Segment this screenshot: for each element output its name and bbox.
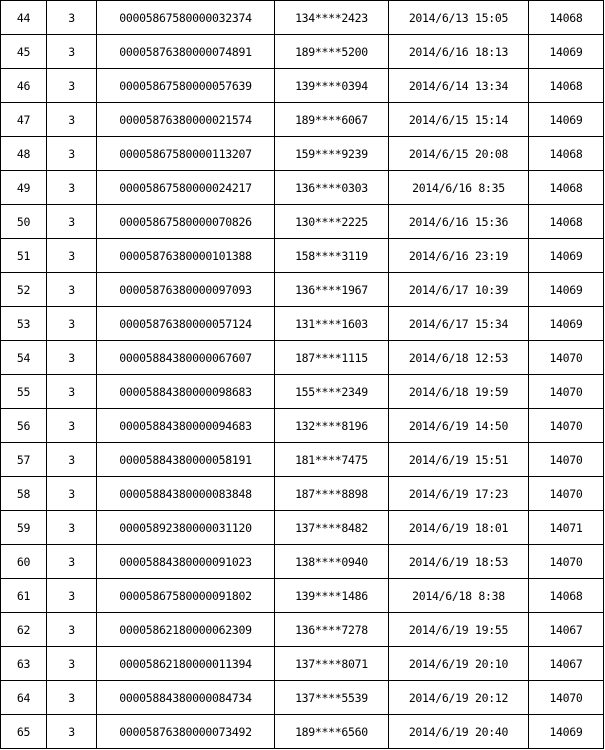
table-row [1,647,604,681]
quantity-cell: 3 [47,409,97,443]
table-row [1,409,604,443]
row-number-cell: 48 [1,137,47,171]
phone-cell: 189****6067 [275,103,389,137]
table-row [1,103,604,137]
code-cell: 14070 [529,409,604,443]
code-cell: 14069 [529,35,604,69]
code-cell: 14069 [529,307,604,341]
table-row [1,239,604,273]
table-row [1,171,604,205]
datetime-cell: 2014/6/14 13:34 [389,69,529,103]
datetime-cell: 2014/6/17 10:39 [389,273,529,307]
datetime-cell: 2014/6/15 20:08 [389,137,529,171]
datetime-cell: 2014/6/19 15:51 [389,443,529,477]
quantity-cell: 3 [47,715,97,749]
code-cell: 14069 [529,715,604,749]
row-number-cell: 61 [1,579,47,613]
row-number-cell: 53 [1,307,47,341]
phone-cell: 132****8196 [275,409,389,443]
code-cell: 14069 [529,273,604,307]
phone-cell: 131****1603 [275,307,389,341]
order-number-cell: 00005867580000057639 [97,69,275,103]
table-row [1,715,604,749]
row-number-cell: 56 [1,409,47,443]
order-number-cell: 00005876380000097093 [97,273,275,307]
table-row [1,35,604,69]
datetime-cell: 2014/6/16 18:13 [389,35,529,69]
table-row [1,511,604,545]
quantity-cell: 3 [47,477,97,511]
order-number-cell: 00005876380000101388 [97,239,275,273]
quantity-cell: 3 [47,1,97,35]
code-cell: 14069 [529,103,604,137]
table-row [1,443,604,477]
order-number-cell: 00005884380000098683 [97,375,275,409]
code-cell: 14070 [529,681,604,715]
code-cell: 14070 [529,477,604,511]
phone-cell: 187****1115 [275,341,389,375]
order-number-cell: 00005867580000091802 [97,579,275,613]
quantity-cell: 3 [47,511,97,545]
row-number-cell: 52 [1,273,47,307]
order-number-cell: 00005884380000083848 [97,477,275,511]
table-row [1,273,604,307]
phone-cell: 137****8482 [275,511,389,545]
quantity-cell: 3 [47,205,97,239]
table-row [1,477,604,511]
quantity-cell: 3 [47,137,97,171]
datetime-cell: 2014/6/16 15:36 [389,205,529,239]
row-number-cell: 44 [1,1,47,35]
row-number-cell: 46 [1,69,47,103]
table-row [1,545,604,579]
code-cell: 14068 [529,69,604,103]
phone-cell: 136****7278 [275,613,389,647]
phone-cell: 139****1486 [275,579,389,613]
phone-cell: 158****3119 [275,239,389,273]
row-number-cell: 47 [1,103,47,137]
phone-cell: 130****2225 [275,205,389,239]
order-number-cell: 00005862180000062309 [97,613,275,647]
table-row [1,681,604,715]
row-number-cell: 65 [1,715,47,749]
datetime-cell: 2014/6/19 18:01 [389,511,529,545]
quantity-cell: 3 [47,545,97,579]
table-row [1,307,604,341]
code-cell: 14068 [529,579,604,613]
datetime-cell: 2014/6/19 19:55 [389,613,529,647]
code-cell: 14070 [529,545,604,579]
quantity-cell: 3 [47,341,97,375]
phone-cell: 189****6560 [275,715,389,749]
order-number-cell: 00005876380000073492 [97,715,275,749]
phone-cell: 136****1967 [275,273,389,307]
quantity-cell: 3 [47,171,97,205]
datetime-cell: 2014/6/17 15:34 [389,307,529,341]
records-table-body [1,1,604,749]
phone-cell: 159****9239 [275,137,389,171]
order-number-cell: 00005884380000058191 [97,443,275,477]
quantity-cell: 3 [47,69,97,103]
phone-cell: 136****0303 [275,171,389,205]
quantity-cell: 3 [47,579,97,613]
row-number-cell: 54 [1,341,47,375]
phone-cell: 181****7475 [275,443,389,477]
quantity-cell: 3 [47,375,97,409]
datetime-cell: 2014/6/19 17:23 [389,477,529,511]
datetime-cell: 2014/6/19 20:40 [389,715,529,749]
row-number-cell: 49 [1,171,47,205]
quantity-cell: 3 [47,647,97,681]
order-number-cell: 00005876380000074891 [97,35,275,69]
order-number-cell: 00005884380000084734 [97,681,275,715]
row-number-cell: 45 [1,35,47,69]
code-cell: 14068 [529,1,604,35]
table-row [1,341,604,375]
code-cell: 14068 [529,137,604,171]
code-cell: 14067 [529,613,604,647]
datetime-cell: 2014/6/16 8:35 [389,171,529,205]
quantity-cell: 3 [47,613,97,647]
datetime-cell: 2014/6/19 20:12 [389,681,529,715]
code-cell: 14070 [529,443,604,477]
row-number-cell: 57 [1,443,47,477]
row-number-cell: 51 [1,239,47,273]
datetime-cell: 2014/6/18 8:38 [389,579,529,613]
code-cell: 14071 [529,511,604,545]
datetime-cell: 2014/6/19 14:50 [389,409,529,443]
row-number-cell: 63 [1,647,47,681]
table-row [1,375,604,409]
row-number-cell: 62 [1,613,47,647]
row-number-cell: 50 [1,205,47,239]
order-number-cell: 00005862180000011394 [97,647,275,681]
table-row [1,205,604,239]
phone-cell: 189****5200 [275,35,389,69]
quantity-cell: 3 [47,239,97,273]
order-number-cell: 00005867580000024217 [97,171,275,205]
table-row [1,1,604,35]
row-number-cell: 55 [1,375,47,409]
code-cell: 14070 [529,341,604,375]
table-row [1,613,604,647]
row-number-cell: 64 [1,681,47,715]
quantity-cell: 3 [47,273,97,307]
table-row [1,137,604,171]
quantity-cell: 3 [47,681,97,715]
datetime-cell: 2014/6/18 19:59 [389,375,529,409]
order-number-cell: 00005884380000067607 [97,341,275,375]
phone-cell: 137****8071 [275,647,389,681]
datetime-cell: 2014/6/13 15:05 [389,1,529,35]
order-number-cell: 00005867580000113207 [97,137,275,171]
order-number-cell: 00005876380000021574 [97,103,275,137]
datetime-cell: 2014/6/16 23:19 [389,239,529,273]
row-number-cell: 58 [1,477,47,511]
order-number-cell: 00005876380000057124 [97,307,275,341]
code-cell: 14067 [529,647,604,681]
order-number-cell: 00005892380000031120 [97,511,275,545]
row-number-cell: 60 [1,545,47,579]
row-number-cell: 59 [1,511,47,545]
code-cell: 14068 [529,171,604,205]
table-row [1,69,604,103]
table-row [1,579,604,613]
datetime-cell: 2014/6/19 18:53 [389,545,529,579]
quantity-cell: 3 [47,103,97,137]
quantity-cell: 3 [47,307,97,341]
phone-cell: 137****5539 [275,681,389,715]
datetime-cell: 2014/6/18 12:53 [389,341,529,375]
datetime-cell: 2014/6/15 15:14 [389,103,529,137]
order-number-cell: 00005867580000070826 [97,205,275,239]
phone-cell: 155****2349 [275,375,389,409]
order-number-cell: 00005867580000032374 [97,1,275,35]
order-number-cell: 00005884380000091023 [97,545,275,579]
phone-cell: 139****0394 [275,69,389,103]
phone-cell: 187****8898 [275,477,389,511]
datetime-cell: 2014/6/19 20:10 [389,647,529,681]
quantity-cell: 3 [47,35,97,69]
code-cell: 14069 [529,239,604,273]
quantity-cell: 3 [47,443,97,477]
phone-cell: 138****0940 [275,545,389,579]
order-number-cell: 00005884380000094683 [97,409,275,443]
code-cell: 14070 [529,375,604,409]
phone-cell: 134****2423 [275,1,389,35]
code-cell: 14068 [529,205,604,239]
